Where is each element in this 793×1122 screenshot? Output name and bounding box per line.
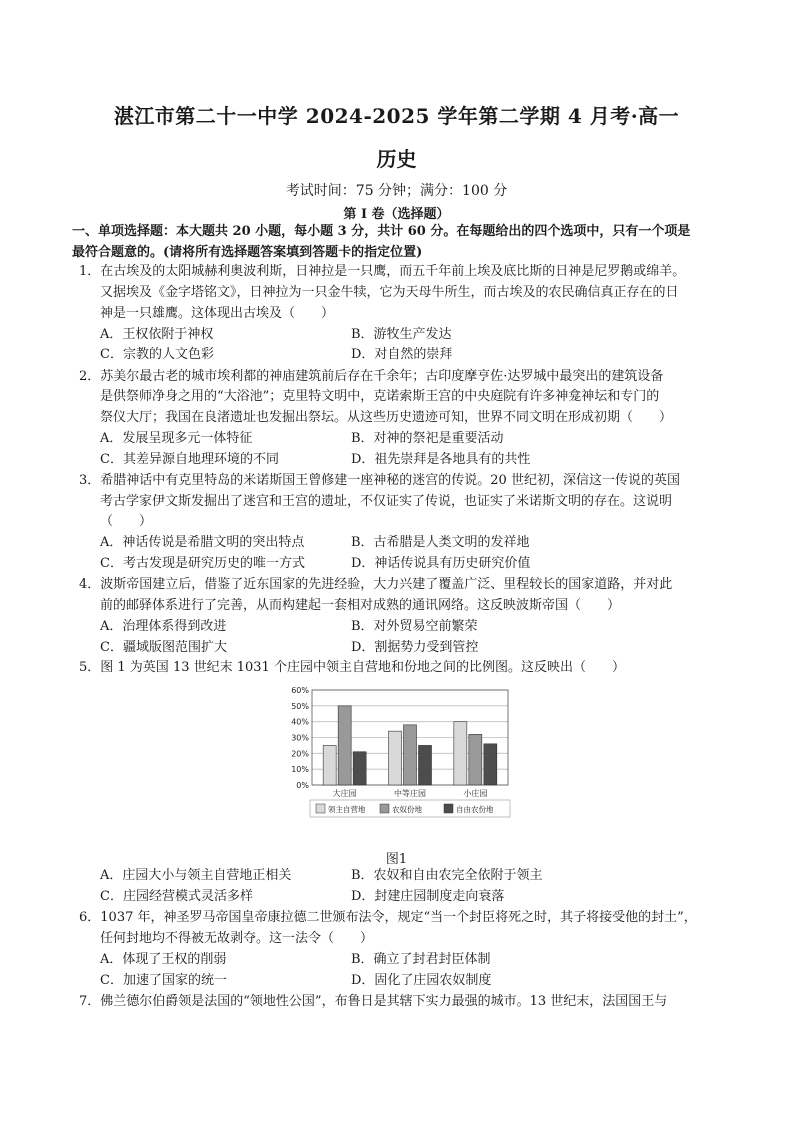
question-2-line-3: 祭仪大厅；我国在良渚遗址也发掘出祭坛。从这些历史遗迹可知，世界不同文明在形成初期（ ） [100, 410, 673, 425]
question-5-option-c: C．庄园经营模式灵活多样 [100, 889, 253, 904]
legend-swatch [444, 804, 453, 813]
section-instruction-line-1: 一、单项选择题：本大题共 20 小题，每小题 3 分，共计 60 分。在每题给出的四个选项中，只有一个项是 [72, 224, 691, 239]
figure-1-chart [282, 682, 512, 822]
question-3-option-b: B．古希腊是人类文明的发祥地 [351, 535, 530, 550]
question-4-option-d: D．割据势力受到管控 [351, 640, 479, 655]
question-6-option-a: A．体现了王权的削弱 [100, 952, 227, 967]
question-6-option-d: D．固化了庄园农奴制度 [351, 973, 492, 988]
exam-time-info: 考试时间：75 分钟；满分：100 分 [285, 183, 508, 199]
question-3-line-2: 考古学家伊文斯发掘出了迷宫和王宫的遗址，不仅证实了传说，也证实了米诺斯文明的存在。这说明 [100, 494, 673, 509]
question-6-line-2: 任何封地均不得被无故剥夺。这一法令（ ） [100, 931, 374, 946]
question-1-option-a: A．王权依附于神权 [100, 327, 214, 342]
bar-0-0 [323, 745, 336, 785]
x-category-label: 小庄园 [463, 789, 488, 798]
question-5-option-a: A．庄园大小与领主自营地正相关 [100, 868, 292, 883]
question-5-option-d: D．封建庄园制度走向衰落 [351, 889, 505, 904]
question-1-line-3: 神是一只雄鹰。这体现出古埃及（ ） [100, 306, 335, 321]
section-instruction-line-2: 最符合题意的。(请将所有选择题答案填到答题卡的指定位置) [72, 245, 423, 260]
question-1-option-c: C．宗教的人文色彩 [100, 347, 214, 362]
legend-label: 领主自营地 [328, 805, 366, 814]
subject-title: 历史 [376, 147, 417, 171]
bar-1-0 [389, 731, 402, 785]
question-1-option-d: D．对自然的崇拜 [351, 347, 453, 362]
question-3-line-1: 3．希腊神话中有克里特岛的米诺斯国王曾修建一座神秘的迷宫的传说。20 世纪初，深信这一传说的英国 [79, 473, 680, 488]
question-6-option-c: C．加速了国家的统一 [100, 973, 227, 988]
question-1-option-b: B．游牧生产发达 [351, 327, 452, 342]
y-tick-label: 30% [291, 733, 309, 743]
question-6-line-1: 6．1037 年，神圣罗马帝国皇帝康拉德二世颁布法令，规定“当一个封臣将死之时，其子将接受他的封土”， [79, 910, 697, 925]
y-tick-label: 20% [291, 749, 309, 759]
bar-2-1 [469, 734, 482, 785]
figure-caption: 图1 [385, 852, 408, 867]
bar-1-2 [419, 745, 432, 785]
question-6-option-b: B．确立了封君封臣体制 [351, 952, 491, 967]
question-7-line-1: 7．佛兰德尔伯爵领是法国的“领地性公国”，布鲁日是其辖下实力最强的城市。13 世纪末，法国国王与 [79, 994, 668, 1009]
question-1-line-2: 又据埃及《金字塔铭文》，日神拉为一只金牛犊，它为天母牛所生，而古埃及的农民确信真正存在的日 [100, 285, 679, 300]
legend-label: 自由农份地 [456, 805, 494, 814]
bar-0-1 [338, 706, 351, 785]
question-2-option-b: B．对神的祭祀是重要活动 [351, 431, 504, 446]
question-2-line-1: 2．苏美尔最古老的城市埃利都的神庙建筑前后存在千余年；古印度摩亨佐·达罗城中最突出的建筑设备 [79, 369, 664, 384]
question-4-option-b: B．对外贸易空前繁荣 [351, 619, 478, 634]
y-tick-label: 40% [291, 717, 309, 727]
y-tick-label: 0% [296, 781, 309, 790]
bar-1-1 [404, 725, 417, 785]
x-category-label: 大庄园 [332, 789, 357, 798]
exam-title: 湛江市第二十一中学 2024-2025 学年第二学期 4 月考·高一 [113, 104, 680, 128]
question-2-line-2: 是供祭师净身之用的“大浴池”；克里特文明中，克诺索斯王宫的中央庭院有许多神龛神坛和专门的 [100, 389, 660, 404]
question-5-option-b: B．农奴和自由农完全依附于领主 [351, 868, 543, 883]
legend-swatch [316, 804, 325, 813]
question-2-option-d: D．祖先崇拜是各地具有的共性 [351, 452, 531, 467]
question-3-option-d: D．神话传说具有历史研究价值 [351, 556, 531, 571]
y-tick-label: 10% [291, 765, 309, 775]
x-category-label: 中等庄园 [394, 789, 426, 798]
question-5-line-1: 5．图 1 为英国 13 世纪末 1031 个庄园中领主自营地和份地之间的比例图。这反映出（ ） [79, 660, 625, 675]
legend-label: 农奴份地 [392, 805, 422, 814]
question-4-line-1: 4．波斯帝国建立后，借鉴了近东国家的先进经验，大力兴建了覆盖广泛、里程较长的国家道路，并对此 [79, 577, 673, 592]
question-1-line-1: 1．在古埃及的太阳城赫利奥波利斯，日神拉是一只鹰，而五千年前上埃及底比斯的日神是尼罗鹅或绵羊。 [79, 264, 686, 279]
volume-heading: 第 I 卷（选择题） [343, 207, 450, 222]
legend-swatch [380, 804, 389, 813]
question-3-line-3: （ ） [100, 514, 153, 529]
question-2-option-c: C．其差异源自地理环境的不同 [100, 452, 279, 467]
question-3-option-c: C．考古发现是研究历史的唯一方式 [100, 556, 305, 571]
question-4-option-c: C．疆域版图范围扩大 [100, 640, 227, 655]
question-2-option-a: A．发展呈现多元一体特征 [100, 431, 253, 446]
bar-2-0 [454, 722, 467, 785]
question-4-line-2: 前的邮驿体系进行了完善，从而构建起一套相对成熟的通讯网络。这反映波斯帝国（ ） [100, 598, 621, 613]
y-tick-label: 50% [291, 701, 309, 711]
question-3-option-a: A．神话传说是希腊文明的突出特点 [100, 535, 305, 550]
bar-chart-svg [282, 682, 512, 822]
bar-2-2 [484, 744, 497, 785]
y-tick-label: 60% [291, 686, 309, 695]
bar-0-2 [353, 752, 366, 785]
question-4-option-a: A．治理体系得到改进 [100, 619, 227, 634]
